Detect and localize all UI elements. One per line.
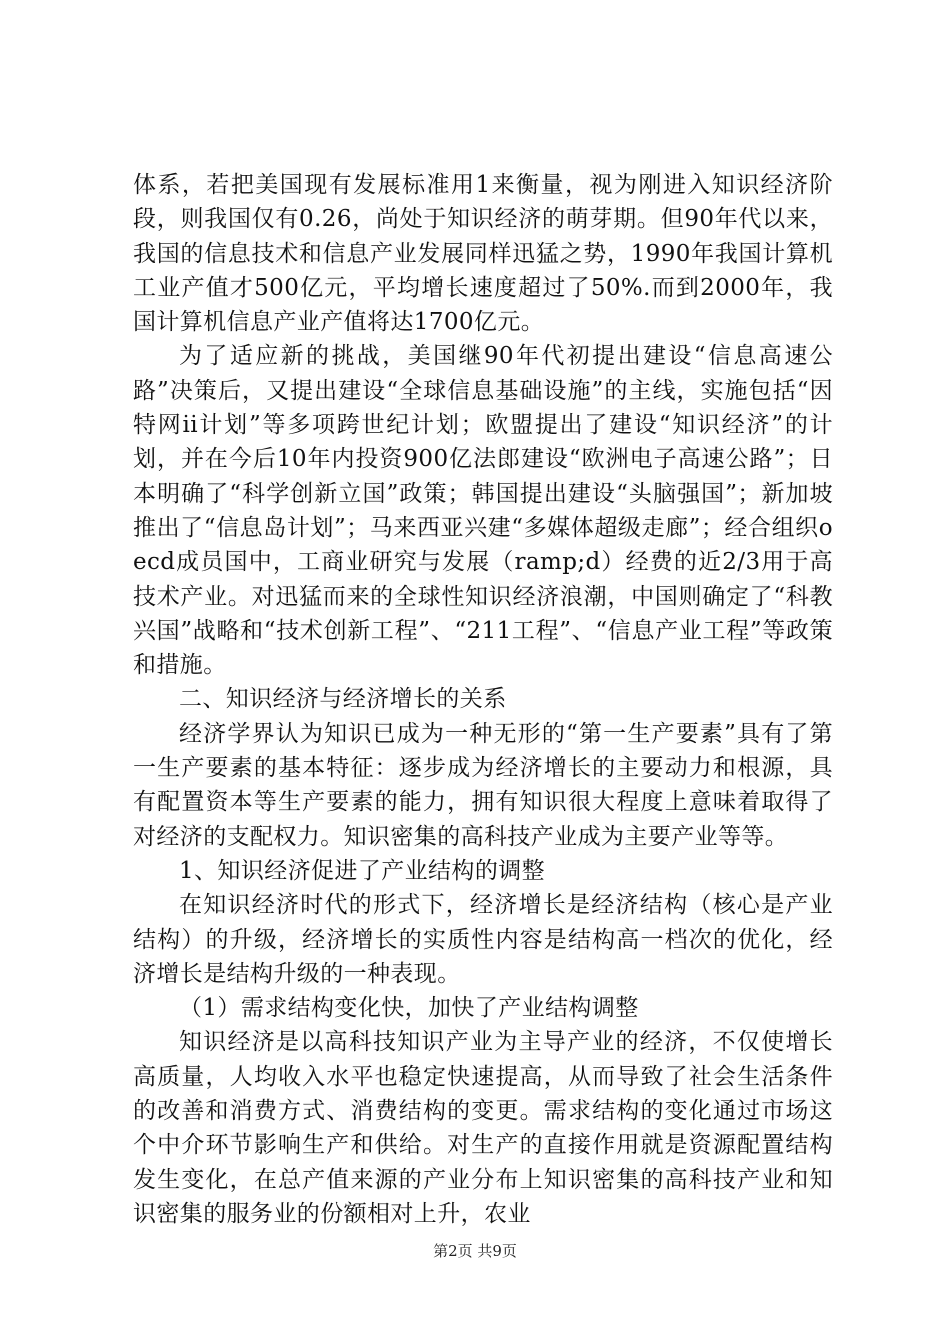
paragraph-1: 体系，若把美国现有发展标准用1来衡量，视为刚进入知识经济阶段，则我国仅有0.26，尚处于知识经济的萌芽期。但90年代以来，我国的信息技术和信息产业发展同样迅猛之势，1990年我国计算机工业产值才500亿元，平均增长速度超过了50%.而到2000年，我国计算机信息产业产值将达1700亿元。 <box>133 172 833 336</box>
subsection-heading-1-1: （1）需求结构变化快，加快了产业结构调整 <box>179 995 639 1022</box>
page-number-footer: 第2页 共9页 <box>433 1242 517 1260</box>
paragraph-2: 为了适应新的挑战，美国继90年代初提出建设“信息高速公路”决策后，又提出建设“全球信息基础设施”的主线，实施包括“因特网ii计划”等多项跨世纪计划；欧盟提出了建设“知识经济”的计划，并在今后10年内投资900亿法郎建设“欧洲电子高速公路”；日本明确了“科学创新立国”政策；韩国提出建设“头脑强国”；新加坡推出了“信息岛计划”；马来西亚兴建“多媒体超级走廊”；经合组织oecd成员国中，工商业研究与发展（ramp;d）经费的近2/3用于高技术产业。对迅猛而来的全球性知识经济浪潮，中国则确定了“科教兴国”战略和“技术创新工程”、“211工程”、“信息产业工程”等政策和措施。 <box>133 343 833 679</box>
paragraph-4: 在知识经济时代的形式下，经济增长是经济结构（核心是产业结构）的升级，经济增长的实质性内容是结构高一档次的优化，经济增长是结构升级的一种表现。 <box>133 892 833 987</box>
subsection-heading-1: 1、知识经济促进了产业结构的调整 <box>179 857 546 884</box>
paragraph-5: 知识经济是以高科技知识产业为主导产业的经济，不仅使增长高质量，人均收入水平也稳定快速提高，从而导致了社会生活条件的改善和消费方式、消费结构的变更。需求结构的变化通过市场这个中介环节影响生产和供给。对生产的直接作用就是资源配置结构发生变化，在总产值来源的产业分布上知识密集的高科技产业和知识密集的服务业的份额相对上升，农业 <box>133 1029 833 1227</box>
document-body <box>133 168 833 1231</box>
section-heading-2: 二、知识经济与经济增长的关系 <box>179 686 507 713</box>
paragraph-3: 经济学界认为知识已成为一种无形的“第一生产要素”具有了第一生产要素的基本特征：逐步成为经济增长的主要动力和根源，具有配置资本等生产要素的能力，拥有知识很大程度上意味着取得了对经济的支配权力。知识密集的高科技产业成为主要产业等等。 <box>133 720 833 850</box>
